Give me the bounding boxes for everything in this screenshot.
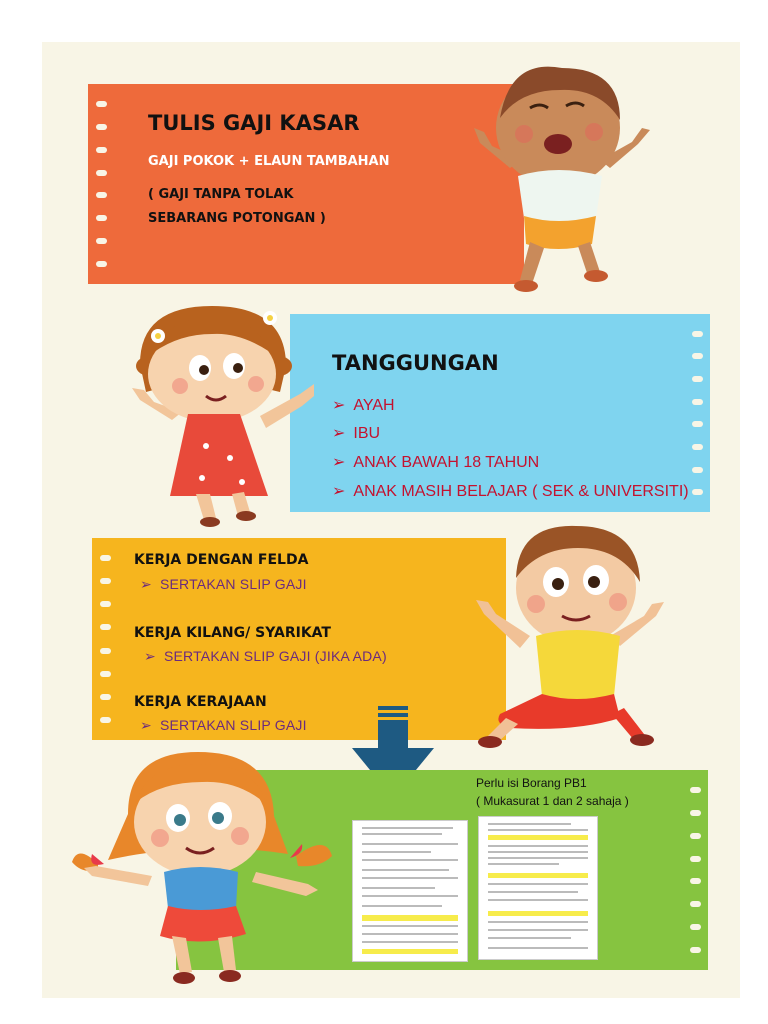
bullet-arrow-icon: ➢: [332, 425, 346, 442]
dependent-item: ➢ IBU: [332, 425, 381, 442]
employment-heading: KERJA KILANG/ SYARIKAT: [134, 625, 331, 641]
gross-salary-note-2: SEBARANG POTONGAN ): [148, 211, 326, 226]
employment-item: ➢ SERTAKAN SLIP GAJI: [140, 576, 307, 592]
gross-salary-note-1: ( GAJI TANPA TOLAK: [148, 187, 294, 202]
bullet-arrow-icon: ➢: [140, 576, 152, 592]
bullet-arrow-icon: ➢: [332, 454, 346, 471]
form-page-image: [478, 816, 598, 960]
dependent-item: ➢ AYAH: [332, 397, 395, 414]
employment-heading: KERJA KERAJAAN: [134, 694, 267, 710]
girl-jumping-illustration: [68, 744, 338, 994]
employment-heading: KERJA DENGAN FELDA: [134, 552, 309, 568]
dependent-item: ➢ ANAK BAWAH 18 TAHUN: [332, 454, 540, 471]
paper-holes: [94, 84, 108, 284]
employment-item: ➢ SERTAKAN SLIP GAJI (JIKA ADA): [144, 648, 387, 664]
paper-holes: [688, 770, 702, 970]
bullet-arrow-icon: ➢: [332, 483, 346, 500]
gross-salary-subtitle: GAJI POKOK + ELAUN TAMBAHAN: [148, 154, 390, 169]
gross-salary-title: TULIS GAJI KASAR: [148, 111, 360, 135]
employment-item: ➢ SERTAKAN SLIP GAJI: [140, 717, 307, 733]
boy-jumping-illustration: [470, 518, 670, 758]
form-page-image: [352, 820, 468, 962]
boy-jumping-illustration: [470, 48, 660, 298]
pb1-note-1: Perlu isi Borang PB1: [476, 776, 587, 790]
dependents-title: TANGGUNGAN: [332, 351, 499, 375]
pb1-note-2: ( Mukasurat 1 dan 2 sahaja ): [476, 794, 629, 808]
paper-holes: [690, 314, 704, 512]
bullet-arrow-icon: ➢: [140, 717, 152, 733]
paper-holes: [98, 538, 112, 740]
girl-jumping-illustration: [110, 296, 330, 532]
bullet-arrow-icon: ➢: [332, 397, 346, 414]
bullet-arrow-icon: ➢: [144, 648, 156, 664]
dependent-item: ➢ ANAK MASIH BELAJAR ( SEK & UNIVERSITI): [332, 483, 689, 500]
